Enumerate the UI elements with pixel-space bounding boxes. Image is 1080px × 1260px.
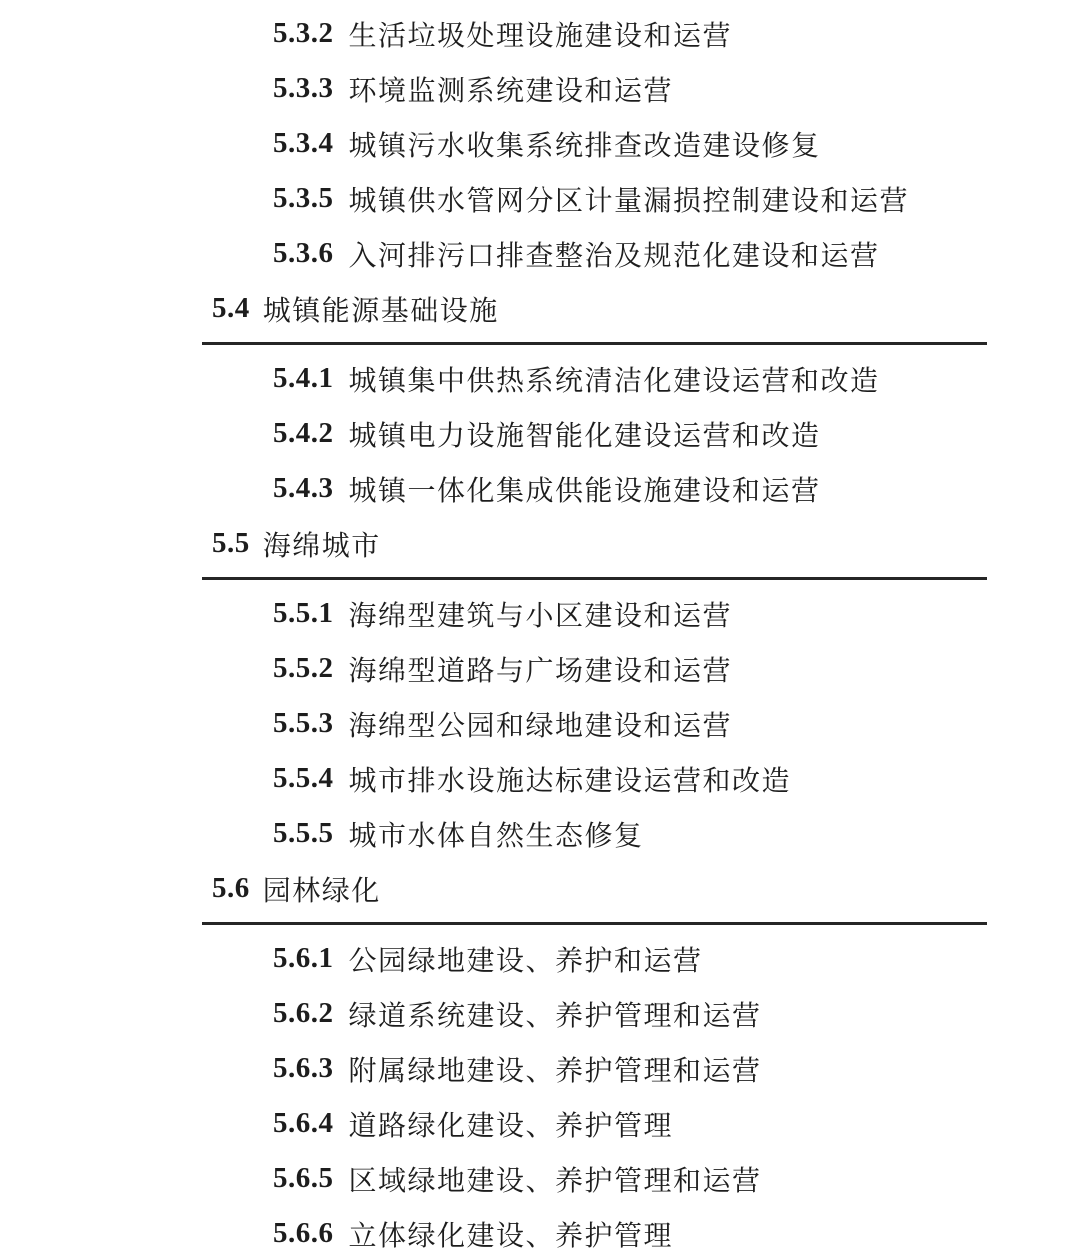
toc-item xyxy=(0,986,1080,1041)
item-number: 5.5.2 xyxy=(273,652,334,684)
toc-item xyxy=(0,696,1080,751)
item-number: 5.4.3 xyxy=(273,472,334,504)
heading-number: 5.6 xyxy=(212,872,250,904)
toc-item xyxy=(0,931,1080,986)
toc-item xyxy=(0,351,1080,406)
item-title: 海绵型道路与广场建设和运营 xyxy=(348,655,733,687)
item-title: 入河排污口排查整治及规范化建设和运营 xyxy=(348,240,880,272)
toc-section-5-6 xyxy=(0,861,1080,1260)
item-title: 海绵型建筑与小区建设和运营 xyxy=(348,600,733,632)
item-title: 城镇一体化集成供能设施建设和运营 xyxy=(348,475,821,507)
item-title: 城镇集中供热系统清洁化建设运营和改造 xyxy=(348,365,880,397)
heading-title: 海绵城市 xyxy=(262,530,381,562)
heading-number: 5.5 xyxy=(212,527,250,559)
item-title: 公园绿地建设、养护和运营 xyxy=(348,945,703,977)
item-title: 区域绿地建设、养护管理和运营 xyxy=(348,1165,762,1197)
item-title: 城市排水设施达标建设运营和改造 xyxy=(348,765,792,797)
item-number: 5.5.5 xyxy=(273,817,334,849)
item-number: 5.4.1 xyxy=(273,362,334,394)
item-number: 5.3.6 xyxy=(273,237,334,269)
toc-section-5-3 xyxy=(0,6,1080,281)
item-title: 道路绿化建设、养护管理 xyxy=(348,1110,674,1142)
toc-item xyxy=(0,171,1080,226)
item-number: 5.6.3 xyxy=(273,1052,334,1084)
section-divider xyxy=(202,577,987,580)
item-title: 环境监测系统建设和运营 xyxy=(348,75,674,107)
item-number: 5.6.5 xyxy=(273,1162,334,1194)
item-number: 5.6.1 xyxy=(273,942,334,974)
toc-item xyxy=(0,806,1080,861)
toc-item xyxy=(0,586,1080,641)
toc-item xyxy=(0,406,1080,461)
item-title: 城镇电力设施智能化建设运营和改造 xyxy=(348,420,821,452)
section-heading xyxy=(0,281,1080,336)
toc-item xyxy=(0,461,1080,516)
section-heading xyxy=(0,516,1080,571)
heading-title: 园林绿化 xyxy=(262,875,381,907)
item-number: 5.6.6 xyxy=(273,1217,334,1249)
toc-item xyxy=(0,6,1080,61)
item-title: 城镇供水管网分区计量漏损控制建设和运营 xyxy=(348,185,910,217)
item-title: 城市水体自然生态修复 xyxy=(348,820,644,852)
toc-section-5-4 xyxy=(0,281,1080,516)
item-title: 城镇污水收集系统排查改造建设修复 xyxy=(348,130,821,162)
toc-item xyxy=(0,751,1080,806)
toc-item xyxy=(0,1096,1080,1151)
item-number: 5.3.2 xyxy=(273,17,334,49)
item-number: 5.6.4 xyxy=(273,1107,334,1139)
heading-title: 城镇能源基础设施 xyxy=(262,295,499,327)
item-number: 5.5.4 xyxy=(273,762,334,794)
toc-item xyxy=(0,1151,1080,1206)
section-divider xyxy=(202,922,987,925)
item-number: 5.5.1 xyxy=(273,597,334,629)
item-number: 5.3.5 xyxy=(273,182,334,214)
item-title: 立体绿化建设、养护管理 xyxy=(348,1220,674,1252)
item-number: 5.4.2 xyxy=(273,417,334,449)
toc-item xyxy=(0,641,1080,696)
toc-item xyxy=(0,1041,1080,1096)
section-divider xyxy=(202,342,987,345)
toc-section-5-5 xyxy=(0,516,1080,861)
heading-number: 5.4 xyxy=(212,292,250,324)
item-title: 生活垃圾处理设施建设和运营 xyxy=(348,20,733,52)
item-title: 绿道系统建设、养护管理和运营 xyxy=(348,1000,762,1032)
item-number: 5.3.4 xyxy=(273,127,334,159)
toc-item xyxy=(0,116,1080,171)
toc-item xyxy=(0,1206,1080,1260)
item-number: 5.6.2 xyxy=(273,997,334,1029)
item-title: 海绵型公园和绿地建设和运营 xyxy=(348,710,733,742)
item-number: 5.5.3 xyxy=(273,707,334,739)
item-title: 附属绿地建设、养护管理和运营 xyxy=(348,1055,762,1087)
item-number: 5.3.3 xyxy=(273,72,334,104)
toc-item xyxy=(0,226,1080,281)
section-heading xyxy=(0,861,1080,916)
toc-item xyxy=(0,61,1080,116)
